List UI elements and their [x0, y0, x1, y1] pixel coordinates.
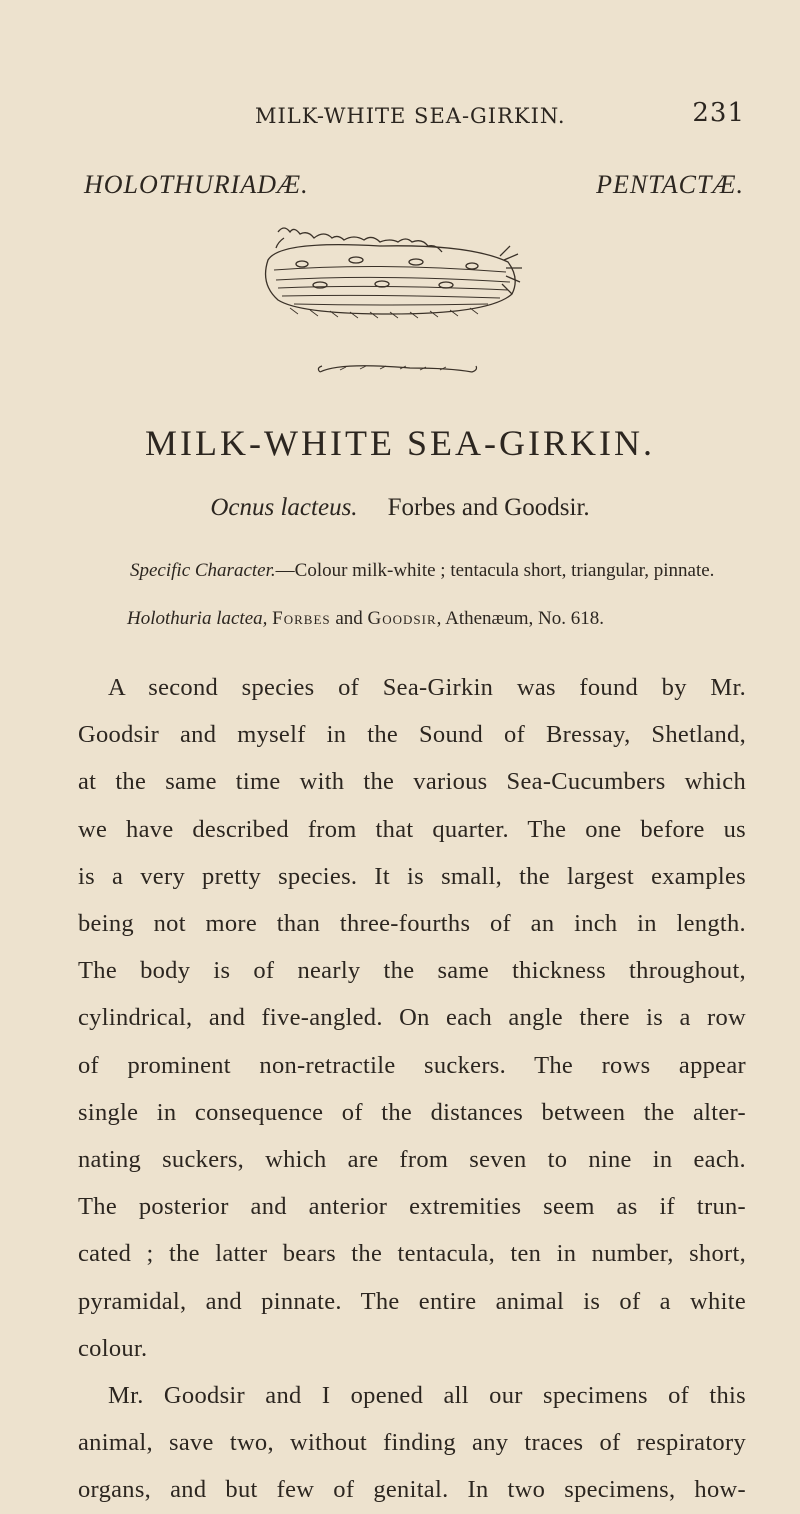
body-line: Goodsir and myself in the Sound of Bressay, Shetland, — [78, 721, 746, 749]
synonym-line — [127, 608, 767, 630]
body-line: colour. — [78, 1334, 148, 1362]
family-label: HOLOTHURIADÆ. — [84, 170, 309, 199]
engraving-svg — [260, 222, 530, 382]
binomial-line — [0, 494, 800, 522]
body-paragraphs — [78, 664, 746, 1514]
sea-cucumber-engraving-icon — [260, 222, 530, 382]
synonym-reference: , Athenæum, No. 618. — [436, 608, 604, 629]
specific-character — [130, 560, 770, 582]
running-head-title: MILK-WHITE SEA-GIRKIN. — [255, 104, 566, 128]
body-line: we have described from that quarter. The one before us — [78, 815, 746, 843]
body-line: nating suckers, which are from seven to nine in each. — [78, 1146, 746, 1174]
body-line: cated ; the latter bears the tentacula, ten in number, short, — [78, 1240, 746, 1268]
body-line: The body is of nearly the same thickness throughout, — [78, 957, 746, 985]
body-line: A second species of Sea-Girkin was found by Mr. — [108, 674, 746, 701]
body-line: animal, save two, without finding any traces of respiratory — [78, 1429, 746, 1457]
body-line: at the same time with the various Sea-Cucumbers which — [78, 768, 746, 796]
body-line: single in consequence of the distances between the alter- — [78, 1098, 746, 1126]
synonym-author-a: Forbes — [272, 608, 331, 629]
specific-character-label: Specific Character. — [130, 560, 276, 581]
body-line: pyramidal, and pinnate. The entire animal is of a white — [78, 1287, 746, 1315]
synonym-label: Holothuria lactea, — [127, 608, 268, 629]
body-line: being not more than three-fourths of an inch in length. — [78, 910, 746, 938]
body-line: The posterior and anterior extremities seem as if trun- — [78, 1193, 746, 1221]
body-line: is a very pretty species. It is small, the largest examples — [78, 862, 746, 890]
body-line: Mr. Goodsir and I opened all our specimens of this — [108, 1382, 746, 1410]
body-line: cylindrical, and five-angled. On each angle there is a row — [78, 1004, 746, 1032]
synonym-and: and — [330, 608, 368, 629]
species-title: MILK-WHITE SEA-GIRKIN. — [145, 423, 655, 463]
synonym-author-b: Goodsir — [367, 608, 437, 629]
order-label: PENTACTÆ. — [596, 170, 744, 199]
latin-name: Ocnus lacteus. — [210, 494, 358, 521]
body-line: organs, and but few of genital. In two specimens, how- — [78, 1476, 746, 1504]
authority: Forbes and Goodsir. — [387, 494, 590, 521]
page-number: 231 — [692, 98, 745, 128]
body-line: of prominent non-retractile suckers. The rows appear — [78, 1051, 746, 1079]
specific-character-text: —Colour milk-white ; tentacula short, triangular, pinnate. — [275, 560, 715, 581]
